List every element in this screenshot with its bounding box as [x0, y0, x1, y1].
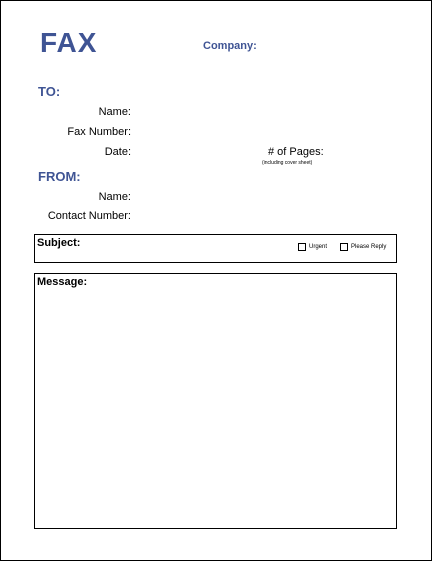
to-fax-number-label: Fax Number:	[67, 126, 131, 138]
urgent-checkbox[interactable]	[298, 243, 327, 251]
checkbox-square-icon	[340, 243, 348, 251]
from-heading: FROM:	[38, 169, 81, 184]
company-label: Company:	[203, 40, 257, 52]
please-reply-label: Please Reply	[351, 244, 387, 250]
from-contact-number-label: Contact Number:	[47, 210, 131, 222]
urgent-label: Urgent	[309, 244, 328, 250]
fax-title: FAX	[40, 27, 98, 58]
message-box[interactable]	[34, 273, 397, 529]
checkbox-square-icon	[298, 243, 306, 251]
message-label: Message:	[37, 276, 88, 288]
subject-label: Subject:	[37, 237, 81, 249]
pages-label: # of Pages:	[268, 146, 324, 158]
to-name-label: Name:	[98, 106, 131, 118]
please-reply-checkbox[interactable]	[340, 243, 386, 251]
to-heading: TO:	[38, 84, 61, 99]
pages-note: (including cover sheet)	[262, 160, 313, 166]
to-date-label: Date:	[104, 146, 131, 158]
from-name-label: Name:	[98, 191, 131, 203]
subject-box[interactable]	[34, 234, 397, 263]
